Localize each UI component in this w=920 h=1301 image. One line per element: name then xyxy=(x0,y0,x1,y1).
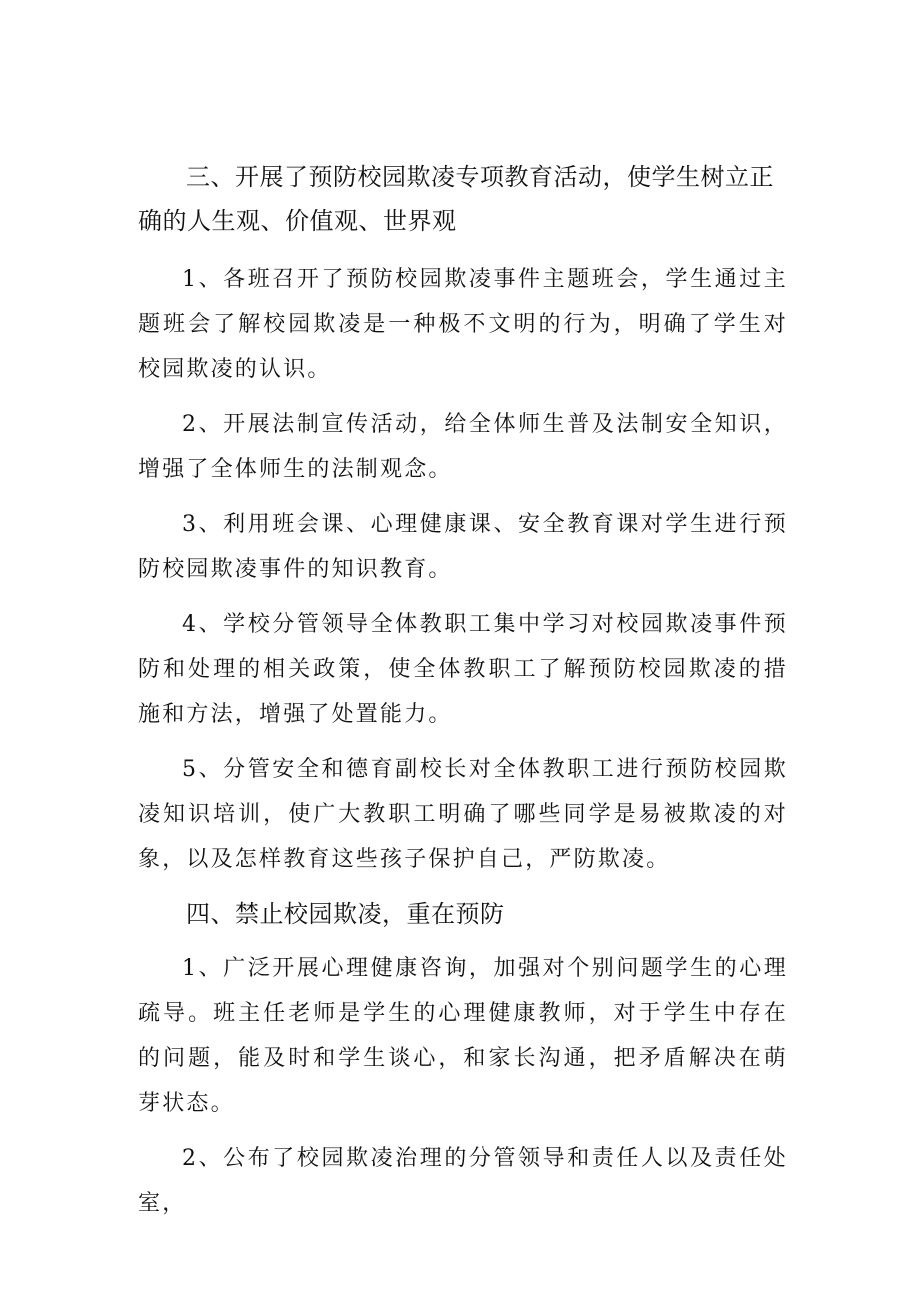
section-3-heading: 三、开展了预防校园欺凌专项教育活动，使学生树立正确的人生观、价值观、世界观 xyxy=(138,163,774,235)
section-4-heading: 四、禁止校园欺凌，重在预防 xyxy=(186,900,505,928)
document-body xyxy=(138,155,788,1226)
section-3-item-5: 5、分管安全和德育副校长对全体教职工进行预防校园欺凌知识培训，使广大教职工明确了哪些同学是易被欺凌的对象，以及怎样教育这些孩子保护自己，严防欺凌。 xyxy=(138,757,788,872)
section-4-item-1: 1、广泛开展心理健康咨询，加强对个别问题学生的心理疏导。班主任老师是学生的心理健康教师，对于学生中存在的问题，能及时和学生谈心，和家长沟通，把矛盾解决在萌芽状态。 xyxy=(138,956,788,1116)
section-3-item-4: 4、学校分管领导全体教职工集中学习对校园欺凌事件预防和处理的相关政策，使全体教职工了解预防校园欺凌的措施和方法，增强了处置能力。 xyxy=(138,612,788,727)
section-3-item-2: 2、开展法制宣传活动，给全体师生普及法制安全知识，增强了全体师生的法制观念。 xyxy=(138,412,788,482)
section-3-item-3: 3、利用班会课、心理健康课、安全教育课对学生进行预防校园欺凌事件的知识教育。 xyxy=(138,512,788,582)
section-4-item-2: 2、公布了校园欺凌治理的分管领导和责任人以及责任处室， xyxy=(138,1146,788,1216)
section-3-item-1: 1、各班召开了预防校园欺凌事件主题班会，学生通过主题班会了解校园欺凌是一种极不文明的行为，明确了学生对校园欺凌的认识。 xyxy=(138,267,788,382)
